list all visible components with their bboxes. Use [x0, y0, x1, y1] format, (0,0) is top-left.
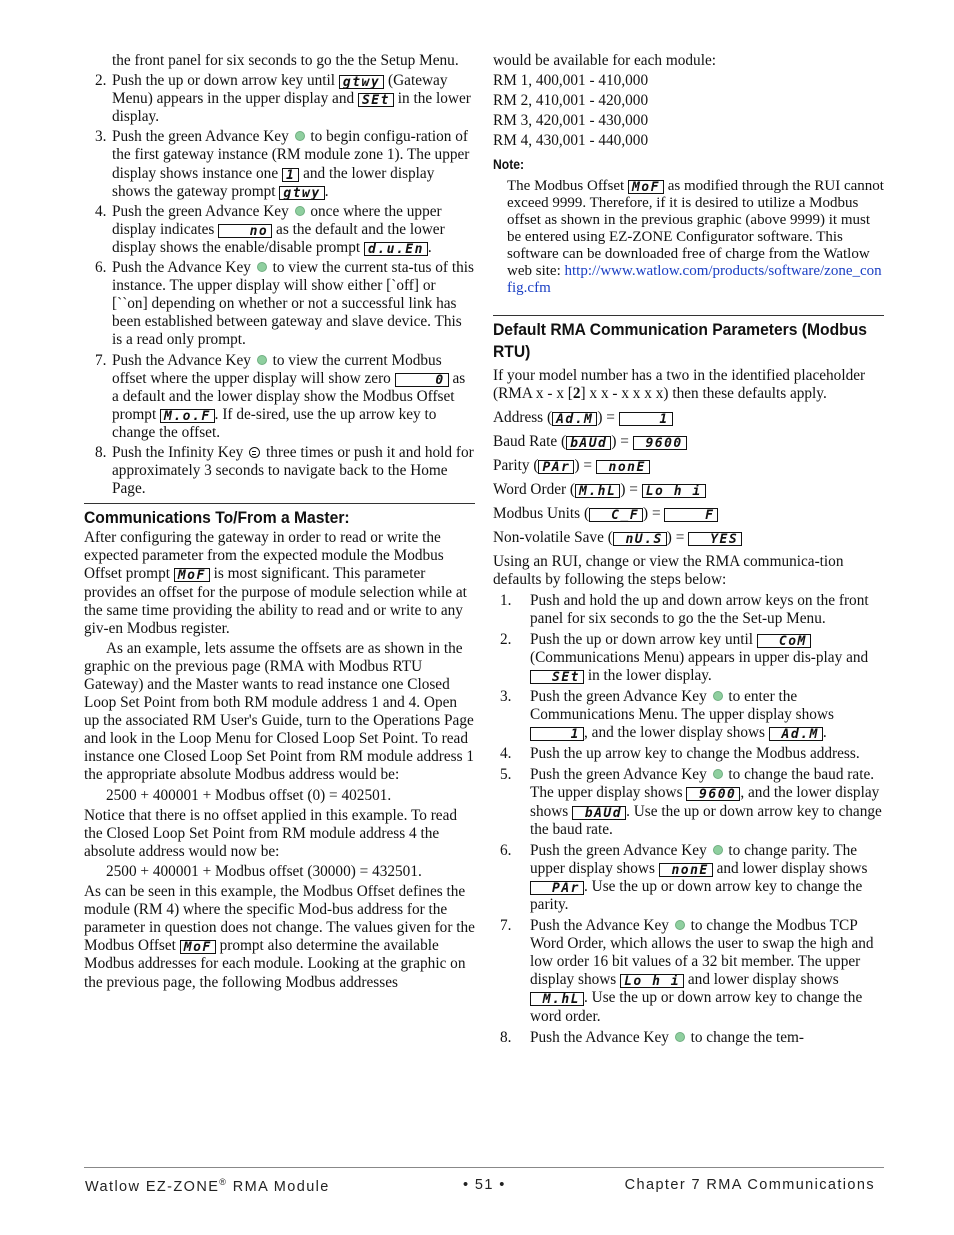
right-step-8: 8. Push the Advance Key to change the tem- [500, 1028, 804, 1046]
paragraph: After configuring the gateway in order to read or write the expected parameter from the expected module the Modbus Offset prompt MoF is most significant. This parameter provides an offset for the purpose of module selection while at the same time providing the ability to read and or write to any giv-en Modbus register. [84, 529, 467, 637]
lcd-zero: 0 [395, 373, 449, 387]
left-step-3: 3. Push the green Advance Key to begin configu-ration of the first gateway instance (RM module zone 1). The upper display shows instance one 1 and the lower display shows the gateway prompt gtwy . [95, 128, 470, 201]
paragraph: Using an RUI, change or view the RMA communica-tion defaults by following the steps below: [493, 553, 844, 589]
lcd-word-order: M.hL [530, 992, 584, 1006]
param-parity: Parity ( PAr ) = nonE [493, 457, 884, 475]
left-step-8: 8. Push the Infinity Key three times or push it and hold for approximately 3 seconds to navigate back to the Home Page. [95, 443, 474, 498]
lcd-parity: PAr [530, 881, 584, 895]
lcd-9600: 9600 [686, 787, 740, 801]
footer-divider [84, 1167, 884, 1168]
note-label: Note: [493, 157, 525, 173]
green-advance-key-icon [295, 206, 305, 216]
lcd-one: 1 [530, 727, 584, 741]
lcd-com: CoM [757, 634, 811, 648]
green-advance-key-icon [713, 691, 723, 701]
green-advance-key-icon [295, 131, 305, 141]
equation: 2500 + 400001 + Modbus offset (30000) = 432501. [106, 862, 422, 880]
green-advance-key-icon [713, 769, 723, 779]
right-step-1: 1. Push and hold the up and down arrow keys on the front panel for six seconds to go the the Set-up Menu. [500, 591, 869, 627]
param-modbus-units: Modbus Units ( C_F ) = F [493, 505, 884, 523]
lcd-set: SEt [358, 93, 394, 107]
left-column [84, 52, 475, 994]
left-step-6: 6. Push the Advance Key to view the current sta-tus of this instance. The upper display will show either [`off] or [``on] depending on whether or not a successful link has been established between gateway and slave device. This is a read only prompt. [95, 259, 474, 349]
lcd-none: nonE [659, 863, 713, 877]
rm-range-3: RM 3, 420,001 - 430,000 [493, 112, 649, 130]
rm-range-2: RM 2, 410,001 - 420,000 [493, 92, 649, 110]
left-step-2: 2. Push the up or down arrow key until gtwy (Gateway Menu) appears in the upper display and SEt in the lower display. [95, 72, 471, 126]
right-step-4: 4. Push the up arrow key to change the Modbus address. [500, 745, 860, 763]
green-advance-key-icon [675, 920, 685, 930]
param-baud-rate: Baud Rate ( bAUd ) = 9600 [493, 433, 884, 451]
note-body: The Modbus Offset MoF as modified through the RUI cannot exceed 9999. Therefore, if it is desired to utilize a Modbus offset as shown in the previous graphic (above 9999) it must be entered using EZ-ZONE Configurator software. This software can be downloaded free of charge from the Watlow web site: http://www.watlow.com/products/software/zone_config.cfm [507, 177, 884, 296]
green-advance-key-icon [257, 262, 267, 272]
lcd-one: 1 [282, 168, 299, 182]
lcd-due-en: d.u.En [364, 242, 428, 256]
right-step-7: 7. Push the Advance Key to change the Modbus TCP Word Order, which allows the user to swap the high and low order 16 bit values of a 32 bit member. The upper display shows Lo h i and lower display shows M.hL . Use the up or down arrow key to change the word order. [500, 917, 874, 1025]
lcd-mof: MoF [180, 940, 216, 954]
paragraph: If your model number has a two in the identified placeholder (RMA x - x [2] x x - x x x x) then these defaults apply. [493, 366, 866, 402]
left-step-7: 7. Push the Advance Key to view the current Modbus offset where the upper display will show zero 0 as a default and the lower display show the Modbus Offset prompt M.o.F . If de-sired, use the up arrow key to change the offset. [95, 351, 466, 441]
lcd-gtwy: gtwy [339, 75, 384, 89]
param-word-order: Word Order ( M.hL ) = Lo h i [493, 481, 884, 499]
paragraph: As can be seen in this example, the Modbus Offset defines the module (RM 4) where the specific Mod-bus address for the parameter in question does not change. The values given for the Modbus Offset MoF prompt also determine the available Modbus addresses for each module. Looking at the graphic on the previous page, the following Modbus addresses [84, 883, 475, 991]
lcd-mof: M.o.F [160, 409, 215, 423]
right-step-3: 3. Push the green Advance Key to enter the Communications Menu. The upper display shows 1 , and the lower display shows Ad.M . [500, 687, 834, 743]
lcd-mof: MoF [628, 180, 664, 194]
lcd-no: no [218, 224, 272, 238]
left-step-4: 4. Push the green Advance Key once where the upper display indicates no as the default and the lower display shows the enable/disable prompt d.u.En . [95, 202, 445, 257]
lcd-gtwy: gtwy [279, 186, 324, 200]
rm-range-1: RM 1, 400,001 - 410,000 [493, 72, 649, 90]
paragraph: would be available for each module: [493, 52, 716, 69]
equation: 2500 + 400001 + Modbus offset (0) = 402501. [106, 786, 392, 804]
section-divider [493, 315, 884, 316]
right-column [493, 52, 884, 1050]
param-address: Address ( Ad.M ) = 1 [493, 409, 884, 427]
right-step-5: 5. Push the green Advance Key to change the baud rate. The upper display shows 9600 , and the lower display shows bAUd . Use the up or down arrow key to change the baud rate. [500, 766, 882, 838]
footer-page-number: • 51 • [463, 1177, 506, 1193]
section-heading-communications: Communications To/From a Master: [84, 508, 350, 528]
green-advance-key-icon [257, 355, 267, 365]
lcd-address: Ad.M [769, 727, 823, 741]
paragraph: Notice that there is no offset applied in this example. To read the Closed Loop Set Point from RM module address 4 the absolute address would now be: [84, 806, 458, 860]
footer-chapter: Chapter 7 RMA Communications [624, 1177, 875, 1193]
section-divider [84, 503, 475, 504]
right-step-6: 6. Push the green Advance Key to change parity. The upper display shows nonE and lower display shows PAr . Use the up or down arrow key to change the parity. [500, 841, 868, 913]
paragraph: As an example, lets assume the offsets are as shown in the graphic on the previous page (RMA with Modbus RTU Gateway) and the Master wants to read instance one Closed Loop Set Point from both RM module address 1 and 4. Open up the associated RM User's Guide, turn to the Operations Page and look in the Loop Menu for Closed Loop Set Point. To read instance one Closed Loop Set Point from RM module address 1 the appropriate absolute Modbus address would be: [84, 639, 475, 784]
lcd-lohi: Lo h i [620, 974, 684, 988]
section-heading-default-params: Default RMA Communication Parameters (Modbus RTU) [493, 319, 867, 361]
lcd-baud: bAUd [572, 806, 626, 820]
right-step-2: 2. Push the up or down arrow key until CoM (Communications Menu) appears in upper dis-play and SEt in the lower display. [500, 630, 869, 685]
footer-product: Watlow EZ-ZONE® RMA Module [85, 1177, 330, 1195]
lcd-set: SEt [530, 670, 584, 684]
lcd-mof: MoF [174, 568, 210, 582]
watlow-software-link[interactable]: http://www.watlow.com/products/software/zone_config.cfm [507, 262, 882, 296]
green-advance-key-icon [713, 845, 723, 855]
rm-range-4: RM 4, 430,001 - 440,000 [493, 132, 649, 150]
green-advance-key-icon [675, 1032, 685, 1042]
infinity-key-icon [249, 447, 260, 458]
param-non-volatile-save: Non-volatile Save ( nU.S ) = YES [493, 529, 884, 547]
step-1-continuation: the front panel for six seconds to go the the Setup Menu. [112, 52, 459, 69]
